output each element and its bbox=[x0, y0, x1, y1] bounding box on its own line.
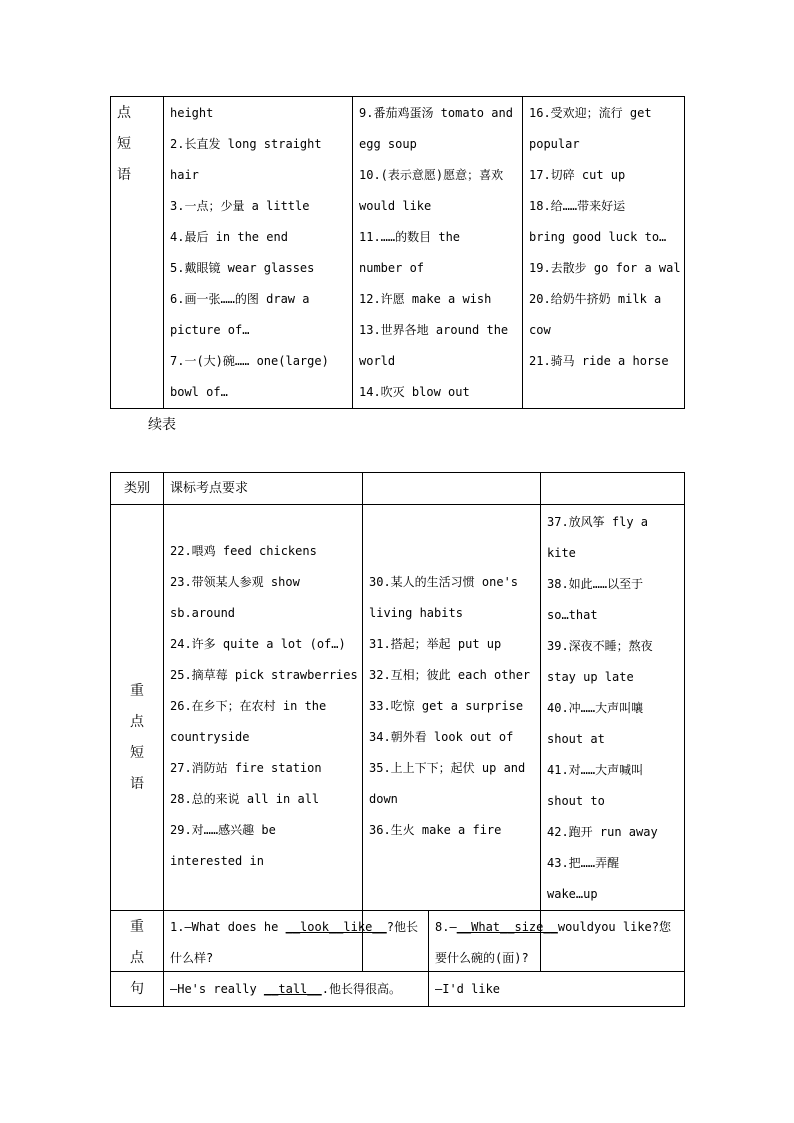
phrase-line: kite bbox=[547, 546, 576, 560]
category-line: 短 bbox=[117, 136, 131, 152]
phrase-line: down bbox=[369, 792, 398, 806]
phrase-line: height bbox=[170, 106, 214, 120]
phrase-line: 39.深夜不睡；熬夜 bbox=[547, 639, 653, 653]
phrase-line: 28.总的来说 all in all bbox=[170, 792, 320, 806]
phrase-line: shout to bbox=[547, 794, 605, 808]
sentence-text: —He's really bbox=[170, 982, 264, 996]
phrase-line: 9.番茄鸡蛋汤 tomato and bbox=[359, 106, 513, 120]
category-cell bbox=[111, 505, 164, 972]
category-line: 重 bbox=[130, 919, 144, 935]
phrase-line: bowl of… bbox=[170, 385, 228, 399]
sentence-text: ?他长 bbox=[386, 920, 418, 934]
phrase-line: 10.(表示意愿)愿意；喜欢 bbox=[359, 168, 504, 182]
category-line: 点 bbox=[130, 950, 144, 966]
phrase-line: egg soup bbox=[359, 137, 417, 151]
phrase-line: 26.在乡下；在农村 in the bbox=[170, 699, 327, 713]
phrase-column bbox=[363, 505, 541, 972]
sentence-cell-1 bbox=[164, 911, 429, 1007]
category-cell bbox=[111, 97, 164, 409]
sentence-line bbox=[170, 974, 428, 1005]
phrase-line: 13.世界各地 around the bbox=[359, 323, 509, 337]
category-cell bbox=[111, 911, 164, 1007]
phrase-line: 20.给奶牛挤奶 milk a bbox=[529, 292, 662, 306]
phrase-line: so…that bbox=[547, 608, 598, 622]
phrase-line: 24.许多 quite a lot (of…) bbox=[170, 637, 346, 651]
phrase-column bbox=[164, 505, 363, 972]
header-requirements-cell bbox=[164, 473, 363, 505]
header-category-cell bbox=[111, 473, 164, 505]
phrase-line: 37.放风筝 fly a bbox=[547, 515, 649, 529]
phrase-line: 34.朝外看 look out of bbox=[369, 730, 514, 744]
sentence-text: 1.—What does he bbox=[170, 920, 286, 934]
phrase-line: 12.许愿 make a wish bbox=[359, 292, 492, 306]
sentence-line bbox=[435, 912, 684, 943]
phrase-line: 2.长直发 long straight bbox=[170, 137, 322, 151]
answer-blank: __tall__ bbox=[263, 982, 322, 996]
phrase-line: 3.一点；少量 a little bbox=[170, 199, 310, 213]
phrase-line: 30.某人的生活习惯 one's bbox=[369, 575, 519, 589]
phrase-line: sb.around bbox=[170, 606, 236, 620]
sentence-text: wouldyou like?您 bbox=[557, 920, 671, 934]
phrase-line: 19.去散步 go for a wal bbox=[529, 261, 681, 275]
phrase-line: number of bbox=[359, 261, 425, 275]
phrase-column bbox=[523, 97, 685, 409]
sentence-cell-8 bbox=[429, 911, 685, 1007]
phrase-column bbox=[164, 97, 353, 409]
category-line: 句 bbox=[130, 981, 144, 997]
answer-blank: __What__size__ bbox=[456, 920, 558, 934]
phrase-line: 40.冲……大声叫嚷 bbox=[547, 701, 644, 715]
phrases-table-part2 bbox=[110, 472, 685, 972]
phrase-line: 14.吹灭 blow out bbox=[359, 385, 470, 399]
phrase-line: shout at bbox=[547, 732, 605, 746]
phrase-line: would like bbox=[359, 199, 432, 213]
category-line: 语 bbox=[130, 776, 144, 792]
phrase-line: 22.喂鸡 feed chickens bbox=[170, 544, 317, 558]
phrase-line: bring good luck to… bbox=[529, 230, 667, 244]
phrase-column bbox=[541, 505, 685, 972]
phrase-column bbox=[353, 97, 523, 409]
sentence-line: 要什么碗的(面)? bbox=[435, 951, 529, 965]
phrase-line: stay up late bbox=[547, 670, 634, 684]
category-line: 重 bbox=[130, 683, 144, 699]
phrase-line: 31.搭起；举起 put up bbox=[369, 637, 502, 651]
phrase-line: 23.带领某人参观 show bbox=[170, 575, 300, 589]
sentence-text: .他长得很高。 bbox=[321, 982, 401, 996]
header-requirements: 课标考点要求 bbox=[170, 481, 249, 496]
category-line: 点 bbox=[117, 105, 131, 121]
phrase-line: 42.跑开 run away bbox=[547, 825, 658, 839]
phrase-line: world bbox=[359, 354, 396, 368]
header-empty-cell bbox=[541, 473, 685, 505]
phrase-line: wake…up bbox=[547, 887, 598, 901]
phrase-line: 11.……的数目 the bbox=[359, 230, 461, 244]
category-line: 点 bbox=[130, 714, 144, 730]
phrase-line: countryside bbox=[170, 730, 250, 744]
category-line: 短 bbox=[130, 745, 144, 761]
header-empty-cell bbox=[363, 473, 541, 505]
phrase-line: 16.受欢迎；流行 get bbox=[529, 106, 652, 120]
phrase-line: 27.消防站 fire station bbox=[170, 761, 322, 775]
phrase-line: 35.上上下下；起伏 up and bbox=[369, 761, 526, 775]
sentence-line: —I'd like bbox=[435, 982, 501, 996]
sentence-line: 什么样? bbox=[170, 951, 214, 965]
phrase-line: 21.骑马 ride a horse bbox=[529, 354, 669, 368]
phrase-line: 25.摘草莓 pick strawberries bbox=[170, 668, 358, 682]
phrase-line: living habits bbox=[369, 606, 463, 620]
phrase-line: 36.生火 make a fire bbox=[369, 823, 502, 837]
phrase-line: 38.如此……以至于 bbox=[547, 577, 644, 591]
sentence-line bbox=[170, 912, 428, 943]
phrases-table-part1 bbox=[110, 96, 685, 409]
phrase-line: 4.最后 in the end bbox=[170, 230, 288, 244]
phrase-line: 29.对……感兴趣 be bbox=[170, 823, 276, 837]
sentences-table bbox=[110, 910, 685, 1007]
phrase-line: 43.把……弄醒 bbox=[547, 856, 620, 870]
phrase-line: hair bbox=[170, 168, 199, 182]
phrase-line: 5.戴眼镜 wear glasses bbox=[170, 261, 315, 275]
phrase-line: 33.吃惊 get a surprise bbox=[369, 699, 524, 713]
phrase-line: 6.画一张……的图 draw a bbox=[170, 292, 310, 306]
sentence-text: 8.— bbox=[435, 920, 457, 934]
continued-label: 续表 bbox=[148, 417, 176, 433]
phrase-line: 18.给……带来好运 bbox=[529, 199, 626, 213]
phrase-line: picture of… bbox=[170, 323, 250, 337]
category-line: 语 bbox=[117, 167, 131, 183]
phrase-line: 7.一(大)碗…… one(large) bbox=[170, 354, 329, 368]
answer-blank: __look__like__ bbox=[285, 920, 387, 934]
phrase-line: 17.切碎 cut up bbox=[529, 168, 626, 182]
phrase-line: 32.互相；彼此 each other bbox=[369, 668, 531, 682]
phrase-line: cow bbox=[529, 323, 551, 337]
phrase-line: popular bbox=[529, 137, 580, 151]
header-category: 类别 bbox=[123, 481, 150, 496]
phrase-line: interested in bbox=[170, 854, 264, 868]
phrase-line: 41.对……大声喊叫 bbox=[547, 763, 644, 777]
